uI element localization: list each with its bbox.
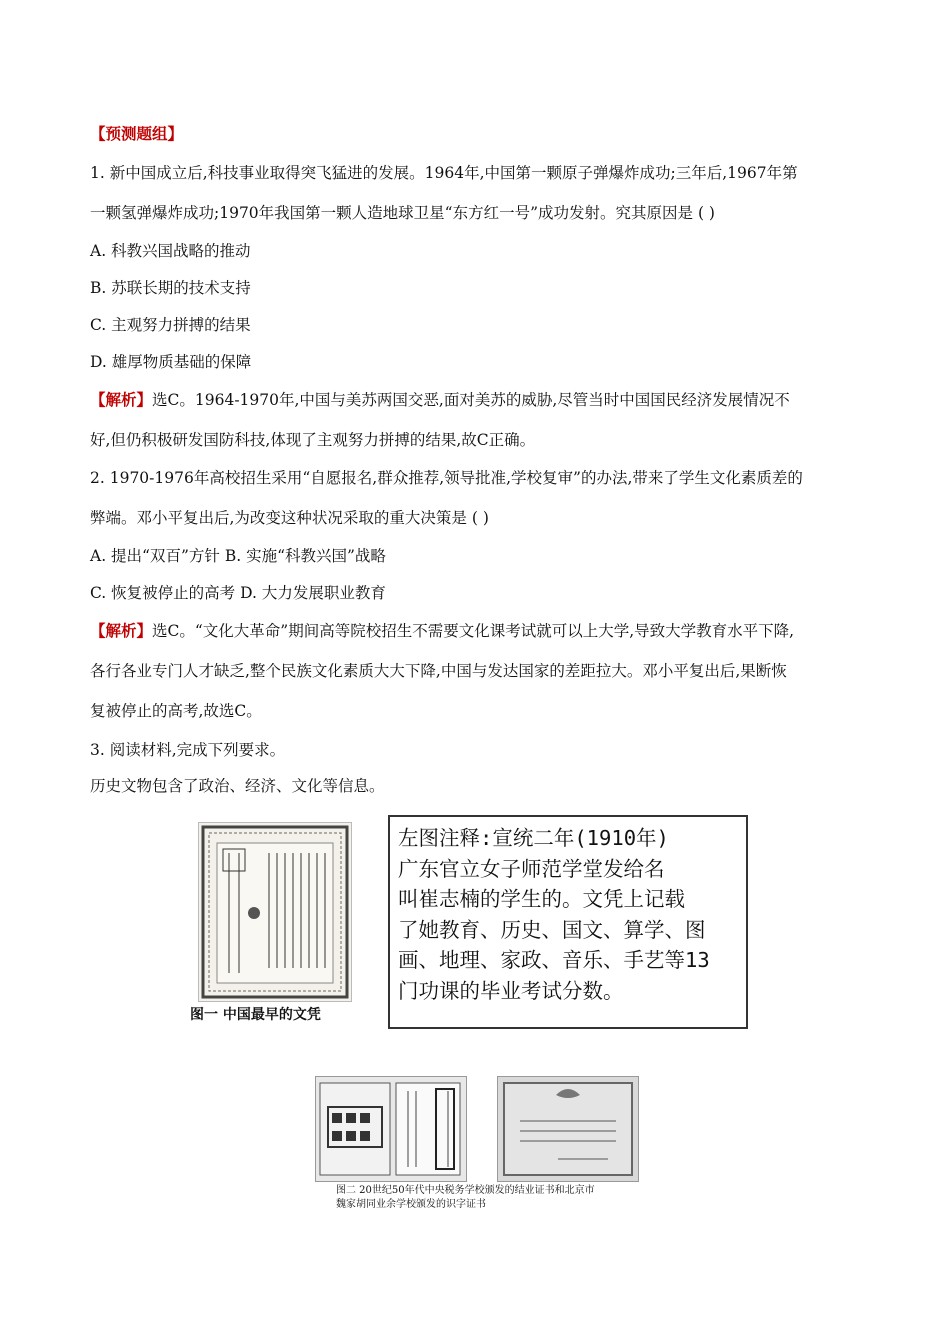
literacy-certificate-image bbox=[497, 1076, 639, 1182]
certificate-illustration-1 bbox=[316, 1077, 466, 1181]
q1-analysis-line1 bbox=[90, 390, 790, 410]
figure2-caption-line1: 图二 20世纪50年代中央税务学校颁发的结业证书和北京市 bbox=[336, 1185, 595, 1196]
figure1-caption: 图一 中国最早的文凭 bbox=[190, 1007, 321, 1023]
note-line-1: 左图注释:宣统二年(1910年) bbox=[398, 826, 669, 850]
q2-analysis-line2: 各行各业专门人才缺乏,整个民族文化素质大大下降,中国与发达国家的差距拉大。邓小平复出后,果断恢 bbox=[90, 662, 787, 680]
q1-stem-line2: 一颗氢弹爆炸成功;1970年我国第一颗人造地球卫星“东方红一号”成功发射。究其原因是 ( ) bbox=[90, 204, 715, 222]
q2-stem-line1: 2. 1970-1976年高校招生采用“自愿报名,群众推荐,领导批准,学校复审”的办法,带来了学生文化素质差的 bbox=[90, 469, 803, 487]
q2-analysis-label: 【解析】 bbox=[90, 621, 153, 640]
figure1-note-box bbox=[388, 815, 748, 1029]
q1-option-b: B. 苏联长期的技术支持 bbox=[90, 279, 251, 297]
figure2-caption-line2: 魏家胡同业余学校颁发的识字证书 bbox=[336, 1199, 486, 1210]
note-line-4: 了她教育、历史、国文、算学、图 bbox=[398, 917, 706, 942]
q1-analysis-line2: 好,但仍积极研发国防科技,体现了主观努力拼搏的结果,故C正确。 bbox=[90, 431, 536, 449]
q2-stem-line2: 弊端。邓小平复出后,为改变这种状况采取的重大决策是 ( ) bbox=[90, 509, 489, 527]
diploma-illustration bbox=[199, 823, 351, 1001]
q1-analysis-label: 【解析】 bbox=[90, 390, 153, 409]
note-line-5: 画、地理、家政、音乐、手艺等13 bbox=[398, 948, 710, 972]
diploma-image bbox=[198, 822, 352, 1002]
q2-analysis-line1 bbox=[90, 621, 794, 641]
q1-option-c: C. 主观努力拼搏的结果 bbox=[90, 316, 251, 334]
graduation-certificate-image bbox=[315, 1076, 467, 1182]
q3-stem-line2: 历史文物包含了政治、经济、文化等信息。 bbox=[90, 777, 385, 795]
q1-analysis-text: 选C。1964-1970年,中国与美苏两国交恶,面对美苏的威胁,尽管当时中国国民经济发展情况不 bbox=[152, 391, 790, 409]
note-line-6: 门功课的毕业考试分数。 bbox=[398, 978, 624, 1003]
q2-options-row1: A. 提出“双百”方针 B. 实施“科教兴国”战略 bbox=[90, 547, 386, 565]
q3-stem-line1: 3. 阅读材料,完成下列要求。 bbox=[90, 741, 286, 759]
q2-analysis-line3: 复被停止的高考,故选C。 bbox=[90, 702, 262, 720]
note-line-3: 叫崔志楠的学生的。文凭上记载 bbox=[398, 887, 685, 911]
q1-stem-line1: 1. 新中国成立后,科技事业取得突飞猛进的发展。1964年,中国第一颗原子弹爆炸成功;三年后,1967年第 bbox=[90, 164, 798, 182]
group-heading: 【预测题组】 bbox=[90, 124, 184, 143]
q1-option-a: A. 科教兴国战略的推动 bbox=[90, 242, 251, 260]
note-line-2: 广东官立女子师范学堂发给名 bbox=[398, 856, 665, 881]
q1-option-d: D. 雄厚物质基础的保障 bbox=[90, 353, 252, 371]
certificate-illustration-2 bbox=[498, 1077, 638, 1181]
q2-analysis-text: 选C。“文化大革命”期间高等院校招生不需要文化课考试就可以上大学,导致大学教育水平下降, bbox=[152, 622, 795, 640]
q2-options-row2: C. 恢复被停止的高考 D. 大力发展职业教育 bbox=[90, 584, 386, 602]
